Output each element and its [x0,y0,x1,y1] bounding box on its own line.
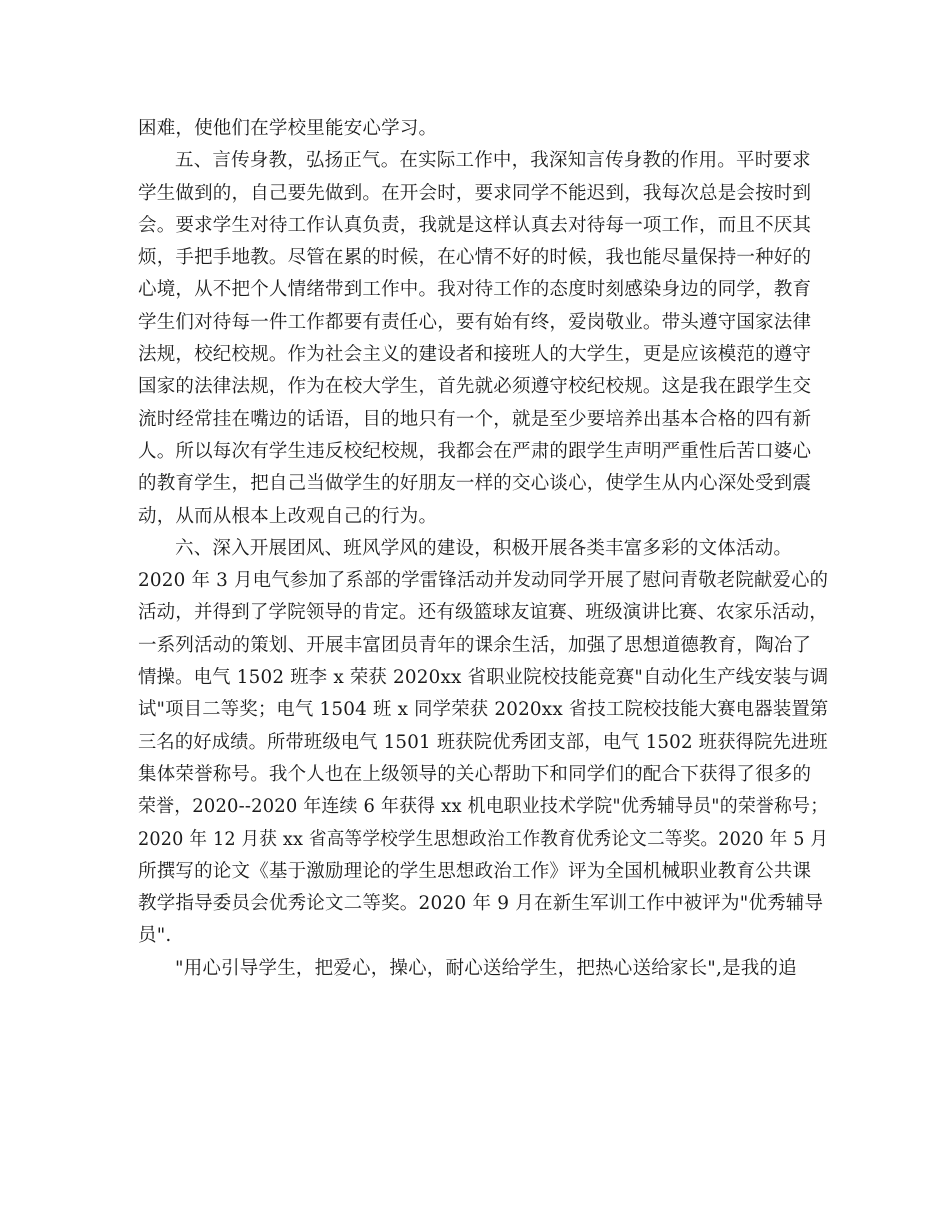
text-line: 一系列活动的策划、开展丰富团员青年的课余生活，加强了思想道德教育，陶冶了 [138,634,812,656]
text-line: 集体荣誉称号。我个人也在上级领导的关心帮助下和同学们的配合下获得了很多的 [138,763,812,785]
text-line: 会。要求学生对待工作认真负责，我就是这样认真去对待每一项工作，而且不厌其 [138,214,812,236]
text-line: "用心引导学生，把爱心，操心，耐心送给学生，把热心送给家长",是我的追 [175,957,797,979]
text-line: 三名的好成绩。所带班级电气 1501 班获院优秀团支部，电气 1502 班获得院先进班 [138,731,828,753]
text-line: 所撰写的论文《基于激励理论的学生思想政治工作》评为全国机械职业教育公共课 [138,860,812,882]
text-line: 2020 年 12 月获 xx 省高等学校学生思想政治工作教育优秀论文二等奖。2020 年 5 月 [138,828,829,850]
text-line: 学生们对待每一件工作都要有责任心，要有始有终，爱岗敬业。带头遵守国家法律 [138,311,812,333]
text-line: 2020 年 3 月电气参加了系部的学雷锋活动并发动同学开展了慰问青敬老院献爱心的 [138,570,829,592]
text-line: 烦，手把手地教。尽管在累的时候，在心情不好的时候，我也能尽量保持一种好的 [138,247,812,269]
text-line: 五、言传身教，弘扬正气。在实际工作中，我深知言传身教的作用。平时要求 [175,150,811,172]
text-line: 教学指导委员会优秀论文二等奖。2020 年 9 月在新生军训工作中被评为"优秀辅导 [138,893,824,915]
text-line: 流时经常挂在嘴边的话语，目的地只有一个，就是至少要培养出基本合格的四有新 [138,408,812,430]
text-line: 活动，并得到了学院领导的肯定。还有级篮球友谊赛、班级演讲比赛、农家乐活动， [138,602,828,624]
text-line: 六、深入开展团风、班风学风的建设，积极开展各类丰富多彩的文体活动。 [175,537,793,559]
text-line: 法规，校纪校规。作为社会主义的建设者和接班人的大学生，更是应该模范的遵守 [138,344,812,366]
text-line: 心境，从不把个人情绪带到工作中。我对待工作的态度时刻感染身边的同学，教育 [138,279,812,301]
text-line: 的教育学生，把自己当做学生的好朋友一样的交心谈心，使学生从内心深处受到震 [138,473,812,495]
text-line: 荣誉，2020--2020 年连续 6 年获得 xx 机电职业技术学院"优秀辅导员"的荣誉称号； [138,796,829,818]
text-line: 国家的法律法规，作为在校大学生，首先就必须遵守校纪校规。这是我在跟学生交 [138,376,812,398]
text-line: 困难，使他们在学校里能安心学习。 [138,118,438,139]
text-line: 人。所以每次有学生违反校纪校规，我都会在严肃的跟学生声明严重性后苦口婆心 [138,440,812,462]
text-line: 员". [138,925,172,947]
text-line: 学生做到的，自己要先做到。在开会时，要求同学不能迟到，我每次总是会按时到 [138,182,812,204]
body-text [138,113,828,985]
text-line: 情操。电气 1502 班李 x 荣获 2020xx 省职业院校技能竞赛"自动化生产线安装与调 [138,667,829,689]
text-line: 动，从而从根本上改观自己的行为。 [138,505,438,527]
text-line: 试"项目二等奖；电气 1504 班 x 同学荣获 2020xx 省技工院校技能大赛电器装置第 [138,699,829,721]
